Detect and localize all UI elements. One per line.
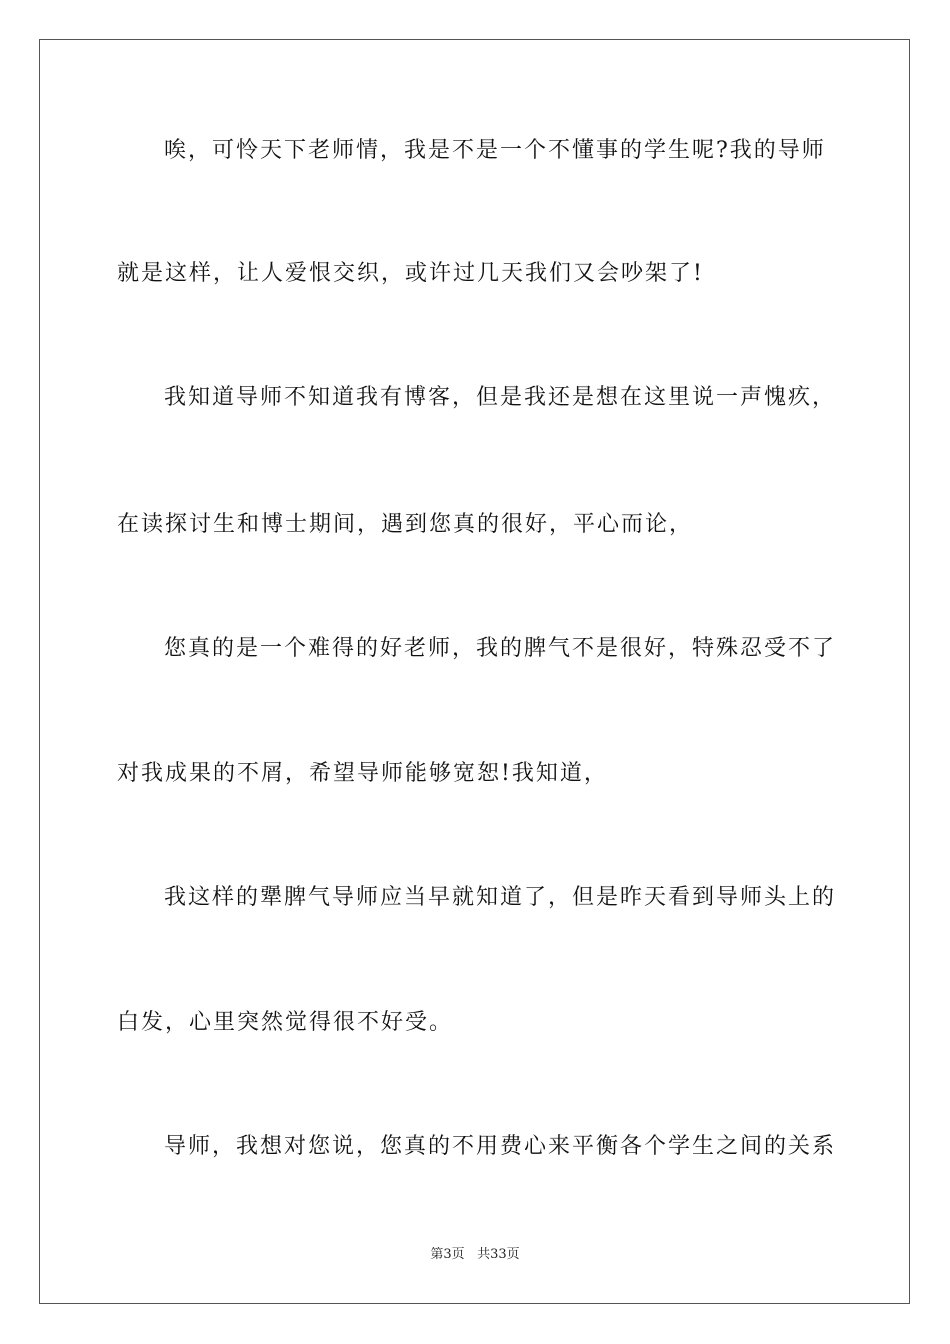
paragraph-line: 在读探讨生和博士期间，遇到您真的很好，平心而论， xyxy=(117,512,694,537)
page-border xyxy=(39,39,910,1304)
paragraph-line: 我这样的犟脾气导师应当早就知道了，但是昨天看到导师头上的 xyxy=(164,885,837,910)
paragraph-line: 您真的是一个难得的好老师，我的脾气不是很好，特殊忍受不了 xyxy=(164,636,837,661)
total-pages: 共33页 xyxy=(477,1247,520,1262)
paragraph-line: 就是这样，让人爱恨交织，或许过几天我们又会吵架了! xyxy=(117,261,704,286)
page-footer xyxy=(0,1246,950,1264)
paragraph-line: 导师，我想对您说，您真的不用费心来平衡各个学生之间的关系 xyxy=(164,1134,837,1159)
paragraph-line: 白发，心里突然觉得很不好受。 xyxy=(117,1010,454,1035)
paragraph-line: 对我成果的不屑，希望导师能够宽恕!我知道， xyxy=(117,761,608,786)
page-number: 第3页 xyxy=(430,1247,465,1262)
paragraph-line: 我知道导师不知道我有博客，但是我还是想在这里说一声愧疚， xyxy=(164,385,837,410)
paragraph-line: 唉，可怜天下老师情，我是不是一个不懂事的学生呢?我的导师 xyxy=(164,138,826,163)
